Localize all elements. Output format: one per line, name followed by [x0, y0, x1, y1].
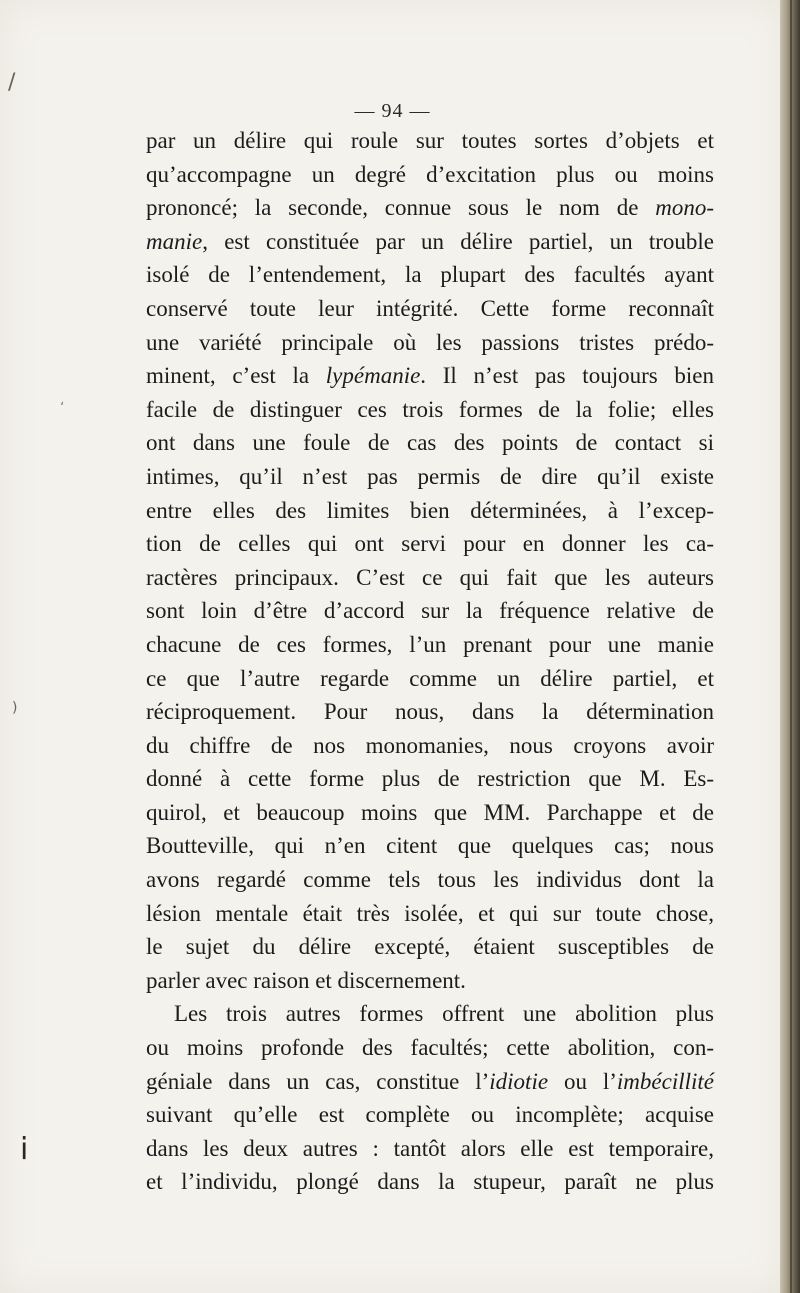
text-run: ont dans une foule de cas des points de contact si: [146, 430, 714, 456]
text-run: prononcé; la seconde, connue sous le nom de: [146, 195, 656, 221]
text-line: [146, 460, 714, 494]
text-run: Boutteville, qui n’en citent que quelques cas; nous: [146, 833, 714, 859]
text-run: et l’individu, plongé dans la stupeur, paraît ne plus: [146, 1169, 714, 1195]
text-run: réciproquement. Pour nous, dans la détermination: [146, 699, 714, 725]
text-run: sont loin d’être d’accord sur la fréquence relative de: [146, 598, 714, 624]
text-line: [146, 326, 714, 360]
text-line: [146, 191, 714, 225]
text-line: [146, 762, 714, 796]
text-run: entre elles des limites bien déterminées, à l’excep-: [146, 497, 714, 523]
text-line: [146, 964, 714, 998]
margin-mark: ʻ: [60, 400, 65, 416]
text-run: ou moins profonde des facultés; cette abolition, con-: [146, 1035, 714, 1061]
text-line: [146, 561, 714, 595]
text-run: minent, c’est la: [146, 363, 326, 389]
text-line: [146, 930, 714, 964]
text-run: le sujet du délire excepté, étaient susceptibles de: [146, 934, 714, 960]
text-line: [146, 695, 714, 729]
text-run: par un délire qui roule sur toutes sortes d’objets et: [146, 128, 714, 153]
text-run: ractères principaux. C’est ce qui fait que les auteurs: [146, 564, 714, 590]
text-run: une variété principale où les passions tristes prédo-: [146, 329, 714, 355]
text-line: [146, 1065, 714, 1099]
text-run: géniale dans un cas, constitue l’: [146, 1068, 490, 1094]
text-run: isolé de l’entendement, la plupart des facultés ayant: [146, 262, 714, 288]
text-line: [146, 829, 714, 863]
italic-term: mono-: [655, 195, 714, 221]
text-run: ce que l’autre regarde comme un délire partiel, et: [146, 665, 714, 691]
text-run: intimes, qu’il n’est pas permis de dire qu’il existe: [146, 463, 714, 489]
text-run: . Il n’est pas toujours bien: [420, 363, 714, 389]
text-run: Les trois autres formes offrent une abolition plus: [174, 1001, 714, 1027]
body-text: [146, 124, 714, 1199]
text-line: [146, 729, 714, 763]
binding-shadow: [790, 0, 792, 1293]
text-line: [146, 158, 714, 192]
text-line: [146, 662, 714, 696]
text-run: du chiffre de nos monomanies, nous croyons avoir: [146, 732, 714, 758]
text-line: [146, 292, 714, 326]
text-line: [146, 1031, 714, 1065]
italic-term: lypémanie: [325, 363, 421, 389]
text-line: [146, 393, 714, 427]
text-run: chacune de ces formes, l’un prenant pour une manie: [146, 631, 714, 657]
text-run: suivant qu’elle est complète ou incomplète; acquise: [146, 1102, 714, 1128]
margin-mark: /: [8, 70, 16, 95]
text-line: [146, 796, 714, 830]
text-line: [146, 1132, 714, 1166]
text-line: [146, 997, 714, 1031]
text-line: [146, 527, 714, 561]
text-run: lésion mentale était très isolée, et qui sur toute chose,: [146, 900, 714, 926]
text-line: [146, 359, 714, 393]
italic-term: imbécillité: [616, 1068, 714, 1094]
text-run: dans les deux autres : tantôt alors elle est temporaire,: [146, 1135, 714, 1161]
text-line: [146, 863, 714, 897]
margin-mark: i: [20, 1132, 29, 1167]
text-line: [146, 494, 714, 528]
text-run: donné à cette forme plus de restriction que M. Es-: [146, 766, 714, 792]
text-line: [146, 258, 714, 292]
italic-term: idiotie: [489, 1068, 549, 1094]
text-run: parler avec raison et discernement.: [146, 967, 466, 993]
text-run: quirol, et beaucoup moins que MM. Parchappe et de: [146, 799, 714, 825]
text-run: conservé toute leur intégrité. Cette forme reconnaît: [146, 295, 714, 321]
text-run: ou l’: [548, 1068, 617, 1094]
italic-term: manie: [146, 228, 203, 254]
text-line: [146, 897, 714, 931]
text-run: , est constituée par un délire partiel, un trouble: [202, 228, 714, 254]
margin-mark: ): [12, 700, 18, 716]
text-line: [146, 225, 714, 259]
page-number: — 94 —: [354, 100, 431, 122]
text-line: [146, 594, 714, 628]
text-line: [146, 628, 714, 662]
text-run: qu’accompagne un degré d’excitation plus ou moins: [146, 161, 714, 187]
text-run: tion de celles qui ont servi pour en donner les ca-: [146, 531, 714, 557]
text-line: [146, 426, 714, 460]
text-line: [146, 124, 714, 158]
text-run: avons regardé comme tels tous les individus dont la: [146, 867, 714, 893]
text-line: [146, 1098, 714, 1132]
text-line: [146, 1165, 714, 1199]
text-run: facile de distinguer ces trois formes de la folie; elles: [146, 396, 714, 422]
